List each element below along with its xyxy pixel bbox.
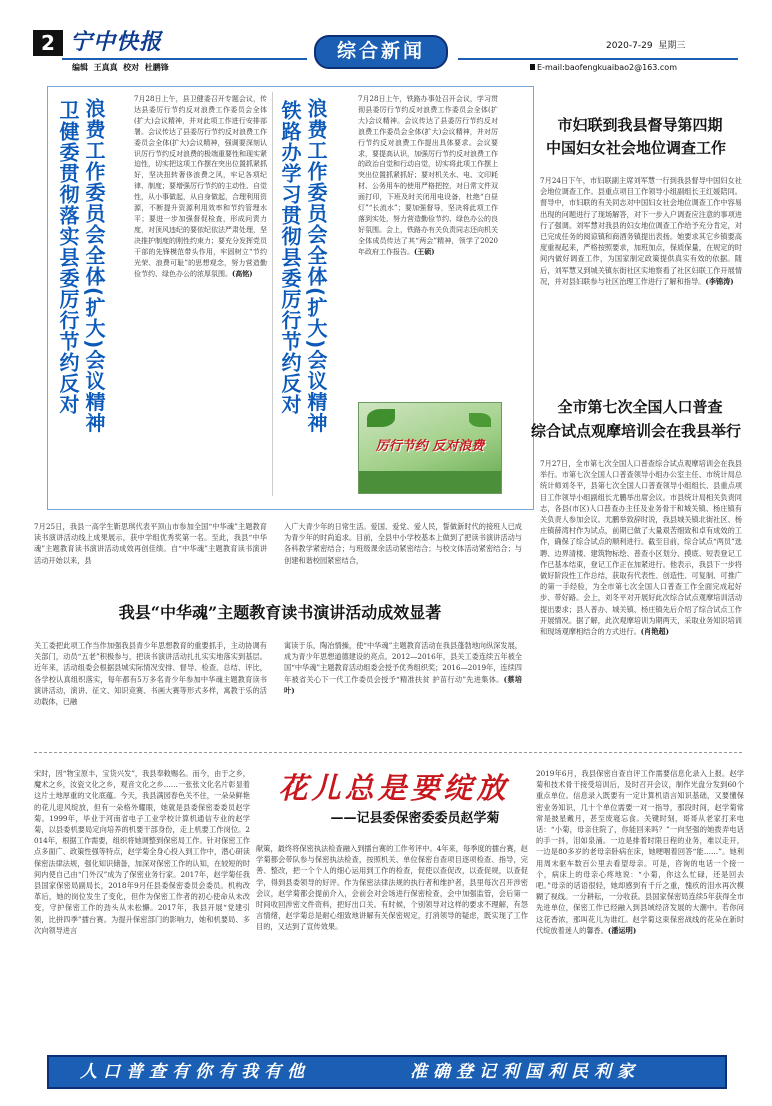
edu-signature: (蔡培叶): [284, 674, 522, 695]
section-title: 综合新闻: [336, 40, 425, 62]
staff-line: 编辑 王真真 校对 杜鹏锋: [72, 63, 169, 72]
email-icon: [530, 64, 535, 70]
census-body-text: 7月27日，全市第七次全国人口普查综合试点观摩培训会在我县举行。市第七次全国人口普查领导小组办公室主任、市统计局总统计师刘冬平，县第七次全国人口普查领导小组组长、县重点项目工作领导小组副组长尤鹏举出席会议。市县统计局相关负责同志，各县(市区)人口普查办主任及业务骨干和城关镇、杨庄镇有关负责人参加会议。尤鹏举致辞时说，我县城关镇北街社区、杨庄镇薛湾村作为试点，前期已做了大量艰苦细致和卓有成效的工作，确保了综合试点的顺利进行。截至目前，综合试点“两员”选聘、边界清楼、建筑物标绘、普查小区划分、摸底、短表登记工作已基本结束，登记工作正在加紧进行。他表示，我县下一步将做好阶段性工作总结，获取有代表性、创造性、可复制、可推广的第一手经验，为全市第七次全国人口普查工作全面完成起好步、带好路。会上，刘冬平对开展好此次综合试点观摩培训活动提出要求；县人普办、城关镇、杨庄镇先后介绍了综合试点工作开展情况。据了解，此次观摩培训为期两天，采取业务知识培训和现场观摩相结合的方式进行。: [540, 459, 742, 637]
flower-title: 花儿总是要绽放: [278, 771, 510, 805]
footer-slogan-left: 人口普查有你有我有他: [80, 1062, 310, 1082]
page-number: 2: [33, 30, 63, 56]
health-body-text: 7月28日上午，县卫健委召开专题会议，传达县委厉行节约反对浪费工作委员会全体(扩大)会议精神，并对此项工作进行安排部署。会议传达了县委厉行节约反对浪费工作委员会全体(扩大)会议精神，强调要深刻认识厉行节约反对浪费的极端重要性和现实紧迫性，切实把这项工作摆在突出位置抓紧抓好，坚决扭转奢侈浪费之风，牢记各项纪律、制度；要增强厉行节约的主动性、自觉性，从小事做起，从自身做起，合理利用资源，不断提升资源利用效率和节约管理水平；要进一步加强督促检查，形成问责力度，对顶风违纪的要依纪依法严肃处理，坚决推护制度的刚性约束力；要充分发挥党员干部的先锋模范带头作用，牢固树立“节约光荣、浪费可耻”的思想观念，努力营造勤俭节约、绿色办公的浓厚氛围。: [134, 95, 267, 278]
women-title-line1: 市妇联到我县督导第四期: [557, 116, 723, 134]
census-body: [540, 458, 742, 742]
date-text: 2020-7-29: [606, 41, 653, 51]
poster-caption: 厉行节约 反对浪费: [375, 439, 485, 454]
box-divider: [272, 92, 273, 496]
rail-title-col2: 浪费工作委员会全体(扩大)会议精神: [304, 98, 328, 434]
edu-body-top-left: 7月25日，我县一高学生靳思琪代表平顶山市参加全国“中华魂”主题教育读书演讲活动线上成果展示，获中学组优秀奖第一名。至此，我县“中华魂”主题教育读书演讲活动成效再创佳绩。自“中华魂”主题教育读书演讲活动开始以来，县: [34, 522, 267, 565]
masthead-logo: 宁中快报: [70, 29, 163, 55]
women-body-text: 7月24日下午，市妇联副主席刘军慧一行到我县督导中国妇女社会地位调查工作。县重点项目工作领导小组副组长王红媛陪同。督导中，市妇联的有关同志对中国妇女社会地位调查工作中容易出现的问题进行了现场解答，对下一步入户调查应注意的事项进行了强调。刘军慧对我县的妇女地位调查工作给予充分肯定，对已完成任务的阅谅镇和商酒务镇提出表扬。她要求其它乡镇要高度重视起来，严格按照要求，加班加点，保质保量，在规定的时间内做好调查工作，为国家制定政策提供真实有效的依据。随后，刘军慧又到城关镇东街社区实地察看了社区妇联工作开展情况，并对县妇联参与社区治理工作进行了解和指导。: [540, 176, 742, 286]
census-title-line2: 综合试点观摩培训会在我县举行: [530, 422, 741, 440]
flower-col3-text: 2019年6月，我县保密自查自评工作需要信息化录入上报。赵学菊和技术骨干接受培训后，及时召开会议，制作光盘分发到60个重点单位。信息录入既要有一定计算机语言知识基础，又要懂保密业务知识，几十个单位需要一对一指导，那段时间，赵学菊常常是披星戴月，甚至废寝忘食。关键时刻，哥哥从老家打来电话：“小菊，母亲住院了，你能回来吗？”一向坚强的她拨弄电话的手一抖，泪如泉涌。一边是排着时限日程的业务，难以走开，一边是80多岁的老母亲卧病在床，她哽咽着回答“能……”。她利用周末驱车数百公里去看望母亲。可是，咨询的电话一个接一个，病床上的母亲心疼地说：“小菊，你这么忙碌，还是回去吧。”母亲的话语很轻，她却感到有千斤之重，愧疚的泪水再次模糊了视线。一分耕耘，一分收获。县国家保密局连续5年获得全市先进单位，保密工作已经融入到县域经济发展的大潮中。若你问这花香浓，那叫花儿为谁红。赵学菊这束保密战线的花朵在新时代绽放着迷人的馨香。: [536, 769, 744, 935]
women-signature: (李锦涛): [705, 276, 734, 286]
edu-title: 我县“中华魂”主题教育读书演讲活动成效显著: [118, 603, 442, 622]
rail-signature: (王硕): [414, 246, 435, 256]
census-title-line1: 全市第七次全国人口普查: [557, 398, 723, 416]
census-signature: (肖艳超): [640, 627, 670, 637]
health-signature: (高铭): [232, 268, 253, 278]
flower-subtitle: ——记县委保密委委员赵学菊: [330, 811, 500, 826]
edu-body-bottom-left: 关工委把此项工作当作加强我县青少年思想教育的重要抓手，主动协调有关部门，动员“五老”积极参与，把读书演讲活动扎扎实实地落实到基层。近年来，活动组委会根据县城实际情况安排、督导、检查、总结、评比，各学校认真组织落实，每年都有5万多名青少年参加中华魂主题教育读书演讲活动，演讲、征文、知识竞赛、书画大赛等形式多样，寓教于乐的活动载体，已融: [34, 641, 267, 707]
health-title-col2: 浪费工作委员会全体(扩大)会议精神: [82, 98, 106, 434]
flower-signature: (潘运明): [607, 925, 637, 935]
poster-leaf-icon: [367, 409, 395, 427]
flower-col1: 宋时，因“物宝原丰，宝货兴发”，我县奉敕赐名。而今，由于之乡，魔术之乡，汝瓷文化之乡，观音文化之乡……一张张文化名片彰显着这片土地厚重的文化底蕴。今天，我县满园春色关不住，一朵朵鲜艳的花儿迎风绽放，但有一朵格外耀眼，她就是县委保密委委员赵学菊。1999年，毕业于河南省电子工业学校计算机通信专业的赵学菊，以县委机要局定向培养的机要干部身份，走上机要工作岗位。2014年，根据工作需要，组织将她调整到保密局工作。针对保密工作点多面广、政策性强等特点，赵学菊全身心投入到工作中，潜心研读保密法律法规，强化知识储备，加深对保密工作的认知，在较短的时间内使自己由“门外汉”成为了保密业务行家。2017年，赵学菊任我县国家保密局副局长，2018年9月任县委保密委员会委员。机构改革后，她的岗位发生了变化，但作为保密工作者的初心使命从未改变，守护保密工作的劲头从未松懈。2017年，我县开展“党建引领，比拼四季”擂台赛。为提升保密部门的影响力，她和机要局、多次向领导进言: [34, 769, 250, 935]
email-text: E-mail:baofengkuaibao2@163.com: [537, 63, 677, 72]
flower-col3: [536, 768, 744, 1048]
rail-body: [358, 94, 498, 390]
footer-slogan-right: 准确登记利国利民利家: [410, 1062, 640, 1082]
section-divider: [34, 752, 742, 753]
header-rule-right: [458, 58, 738, 60]
issue-date: [606, 40, 685, 52]
health-title-col1: 卫健委贯彻落实县委厉行节约反对: [56, 100, 80, 415]
rail-body-text: 7月28日上午，铁路办事处召开会议，学习贯彻县委厉行节约反对浪费工作委员会全体(扩大)会议精神。会议传达了县委厉行节约反对浪费工作委员会全体(扩大)会议精神，并对厉行节约反对浪费工作提出具体要求。会议要求，要提高认识，加强厉行节约反对浪费工作的政治自觉和行动自觉，切实将此项工作摆上突出位置抓紧抓好；要对机关水、电、文印耗材、公务用车的使用严格把控，对日常文件双面打印，下班及时关闭用电设备，杜绝“白昼灯”“长流水”；要加强督导，坚决将此项工作落到实处，努力营造勤俭节约、绿色办公的良好氛围。会上，铁路办有关负责同志还向机关全体成员传达了其“两会”精神，领学了2020年政府工作报告。: [358, 95, 498, 256]
women-title-line2: 中国妇女社会地位调查工作: [545, 139, 726, 157]
edu-body-bottom-right: [284, 640, 522, 746]
edu-body-bottom-right-text: 寓读于乐，陶冶情操，使“中华魂”主题教育活动在我县蓬勃地向纵深发展，成为青少年思想道德建设的亮点。2012—2016年，县关工委连续五年被全国“中华魂”主题教育活动组委会授予优秀组织奖；2016—2019年，连续四年被省关心下一代工作委员会授予“精准扶贫 护苗行动”先进集体。: [284, 641, 522, 684]
women-body: [540, 175, 742, 365]
health-body: [134, 94, 267, 502]
weekday-text: 星期三: [658, 41, 686, 51]
edu-body-top-right: 入广大青少年的日常生活。爱国、爱党、爱人民，誓做新时代的接班人已成为青少年的时尚追求。目前，全县中小学校基本上做到了把读书演讲活动与各科教学紧密结合；与班级课余活动紧密结合；与校文体活动紧密结合；与创建和谐校园紧密结合，: [284, 522, 522, 565]
flower-col2: 献策，最终将保密执法检查融入到擂台赛的工作考评中。4年来，每季度的擂台赛，赵学菊都会带队参与保密执法检查，按照机关、单位保密自查项目逐项检查、指导，完善、整改，把一个个人的细心运用到工作的检查，促使以查促改，以查促规，以查促学，得到县委领导的好评。作为保密法律法规的执行者和维护者，县里每次召开涉密会议，赵学菊都会提前介入，会前会对会场进行保密检查，会中加强监管，会后第一时间收回涉密文件资料，把好出口关。有时候，个别领导对这样的要求不理解，有怨言情绪，赵学菊总是耐心细致地讲解有关保密规定，打消领导的疑虑，既实现了工作目的，又达到了宣传效果。: [256, 844, 528, 932]
rail-title-col1: 铁路办学习贯彻县委厉行节约反对: [278, 100, 302, 415]
poster-leaf-icon-2: [469, 413, 491, 427]
header-rule: [62, 58, 307, 60]
thrift-poster-image: [358, 402, 502, 494]
email-line: [530, 62, 677, 74]
poster-ground: [359, 471, 501, 493]
